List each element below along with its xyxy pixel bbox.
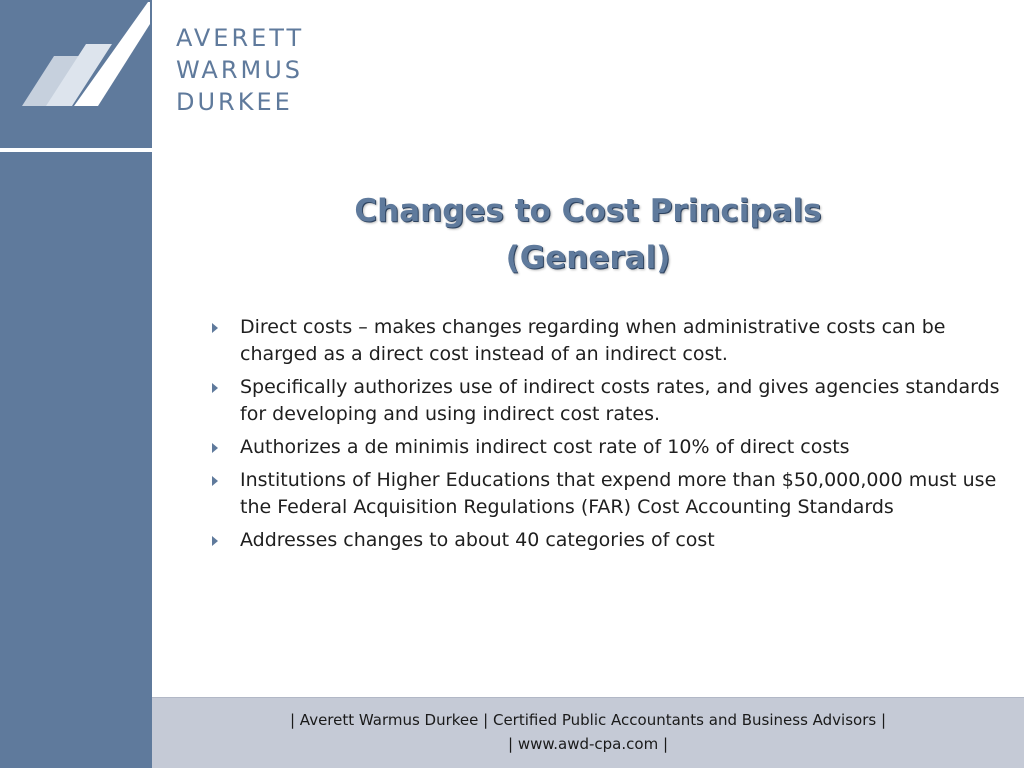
bullet-item [206,314,1014,368]
bullet-arrow-icon [212,476,218,486]
bullet-item [206,467,1014,521]
footer-website-line: | www.awd-cpa.com | [508,735,668,753]
logo-stripes-icon [0,0,152,148]
left-sidebar [0,152,152,768]
logo-line-2: WARMUS [176,56,304,84]
bullet-item [206,434,1014,461]
bullet-item [206,374,1014,428]
bullet-list [206,314,1014,560]
logo-line-3: DURKEE [176,88,293,116]
bullet-text: Addresses changes to about 40 categories of cost [240,529,715,551]
bullet-arrow-icon [212,383,218,393]
bullet-text: Specifically authorizes use of indirect costs rates, and gives agencies standards for developing and using indirect cost rates. [240,376,1000,425]
footer-company-line: | Averett Warmus Durkee | Certified Public Accountants and Business Advisors | [289,711,887,729]
footer-bar [152,697,1024,768]
bullet-arrow-icon [212,536,218,546]
slide-title-line-1: Changes to Cost Principals [354,193,822,229]
slide-title-line-2: (General) [505,240,671,276]
bullet-arrow-icon [212,443,218,453]
logo-mark [0,0,152,148]
bullet-text: Direct costs – makes changes regarding when administrative costs can be charged as a direct cost instead of an indirect cost. [240,316,946,365]
slide-title [152,188,1024,282]
logo-line-1: AVERETT [176,24,305,52]
bullet-text: Authorizes a de minimis indirect cost rate of 10% of direct costs [240,436,850,458]
bullet-item [206,527,1014,554]
bullet-arrow-icon [212,323,218,333]
company-logo-text [176,22,304,118]
bullet-text: Institutions of Higher Educations that expend more than $50,000,000 must use the Federal Acquisition Regulations (FAR) Cost Accounting Standards [240,469,997,518]
